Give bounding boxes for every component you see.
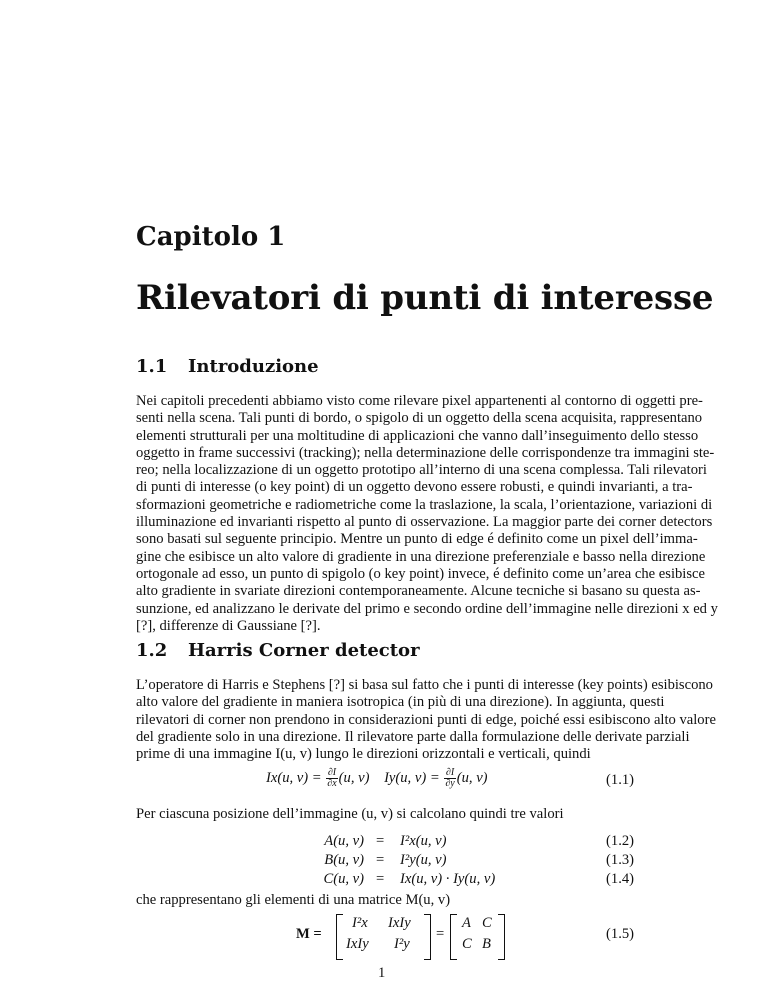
text-line: L’operatore di Harris e Stephens [?] si basa sul fatto che i punti di interesse (key points) esibiscono — [136, 677, 713, 693]
equals-sign: = — [436, 926, 445, 942]
equals-sign: = — [376, 833, 385, 849]
chapter-label: Capitolo 1 — [136, 222, 286, 252]
paragraph-three-values — [136, 806, 634, 823]
ix-lhs: Ix(u, v) = — [266, 769, 322, 786]
section-title: Harris Corner detector — [188, 640, 420, 661]
text-line: rilevatori di corner non prendono in considerazioni punti di edge, poiché essi esibiscono alto valore — [136, 711, 716, 728]
text-line: Nei capitoli precedenti abbiamo visto come rilevare pixel appartenenti al contorno di oggetti pre- — [136, 393, 703, 409]
iy-rhs: (u, v) — [456, 769, 488, 786]
matrix-cell: I²y — [394, 936, 410, 952]
equation-body — [266, 768, 488, 789]
matrix-cell: IxIy — [388, 915, 411, 931]
text-line: sunzione, ed analizzano le derivate del primo e secondo ordine dell’immagine nelle direzioni x ed y — [136, 600, 718, 617]
fraction-dI-dy — [444, 768, 455, 789]
equation-lhs: A(u, v) — [324, 833, 364, 849]
frac-denominator: ∂x — [327, 778, 337, 789]
frac-numerator: ∂I — [327, 767, 337, 778]
left-bracket — [450, 914, 457, 960]
equation-number: (1.2) — [606, 833, 634, 849]
equals-sign: = — [376, 871, 385, 887]
section-title: Introduzione — [188, 356, 319, 377]
text-line: reo; nella localizzazione di un oggetto prototipo all’interno di una scena complessa. Tali rilevatori — [136, 462, 707, 479]
equation-rhs: Ix(u, v) · Iy(u, v) — [400, 871, 496, 887]
section-number: 1.1 — [136, 356, 168, 377]
text-line: che rappresentano gli elementi di una matrice M(u, v) — [136, 892, 451, 908]
equation-number: (1.1) — [606, 772, 634, 788]
ix-rhs: (u, v) — [338, 769, 370, 786]
frac-denominator: ∂y — [445, 778, 455, 789]
section-heading-introduzione — [136, 356, 319, 377]
left-bracket — [336, 914, 343, 960]
equals-sign: = — [376, 852, 385, 868]
equation-rhs: I²x(u, v) — [400, 833, 447, 849]
section-number: 1.2 — [136, 640, 168, 661]
text-line: prime di una immagine I(u, v) lungo le direzioni orizzontali e verticali, quindi — [136, 746, 591, 763]
text-line: del gradiente solo in una direzione. Il rilevatore parte dalla formulazione delle derivate parziali — [136, 728, 690, 745]
matrix-cell: C — [462, 936, 472, 952]
text-line: alto valore del gradiente in maniera isotropica (in più di una direzione). In aggiunta, questi — [136, 694, 665, 711]
paragraph-harris — [136, 677, 716, 763]
text-line: ortogonale ad esso, un punto di spigolo (o key point) invece, é definito come un’area che esibisce — [136, 565, 705, 582]
matrix-cell: I²x — [352, 915, 368, 931]
fraction-dI-dx — [326, 768, 337, 789]
equation-1-1 — [136, 768, 634, 790]
iy-lhs: Iy(u, v) = — [384, 769, 440, 786]
text-line: sformazioni geometriche e radiometriche come la traslazione, la scala, l’orientazione, variazioni di — [136, 496, 713, 513]
text-line: di punti di interesse (o key point) di un oggetto devono essere robusti, e quindi invarianti, a tra- — [136, 479, 693, 496]
text-line: sono basati sul seguente principio. Mentre un punto di edge é definito come un pixel dell’imma- — [136, 531, 698, 548]
chapter-title: Rilevatori di punti di interesse — [136, 278, 714, 318]
frac-numerator: ∂I — [445, 767, 455, 778]
matrix-lhs: M = — [296, 926, 322, 942]
equation-lhs: C(u, v) — [323, 871, 364, 887]
text-line: Per ciascuna posizione dell’immagine (u, v) si calcolano quindi tre valori — [136, 806, 564, 822]
section-heading-harris — [136, 640, 420, 661]
equation-number: (1.5) — [606, 926, 634, 942]
text-line: senti nella scena. Tali punti di bordo, o spigolo di un oggetto della scena acquisita, rappresentano — [136, 410, 703, 427]
text-line: illuminazione ed invarianti rispetto al punto di osservazione. La maggior parte dei corner detectors — [136, 514, 713, 531]
equation-lhs: B(u, v) — [324, 852, 364, 868]
matrix-cell: A — [462, 915, 471, 931]
text-line: [?], differenze di Gaussiane [?]. — [136, 617, 321, 634]
right-bracket — [498, 914, 505, 960]
matrix-cell: IxIy — [346, 936, 369, 952]
equation-rhs: I²y(u, v) — [400, 852, 447, 868]
right-bracket — [424, 914, 431, 960]
matrix-cell: C — [482, 915, 492, 931]
page-number: 1 — [378, 965, 386, 981]
text-line: oggetto in frame successivi (tracking); nella determinazione delle corrispondenze tra immagini ste- — [136, 444, 715, 461]
equation-1-5 — [136, 914, 634, 962]
paragraph-matrix-intro — [136, 892, 634, 909]
matrix-cell: B — [482, 936, 491, 952]
paragraph-introduzione — [136, 393, 718, 635]
text-line: alto gradiente in svariate direzioni contemporaneamente. Alcune tecniche si basano su questa as- — [136, 583, 701, 600]
text-line: elementi strutturali per una moltitudine di applicazioni che vanno dall’inseguimento dello stesso — [136, 427, 699, 444]
equation-number: (1.3) — [606, 852, 634, 868]
equation-number: (1.4) — [606, 871, 634, 887]
equation-4 — [136, 871, 634, 893]
text-line: gine che esibisce un alto valore di gradiente in una direzione preferenziale e basso nella direzione — [136, 548, 706, 565]
